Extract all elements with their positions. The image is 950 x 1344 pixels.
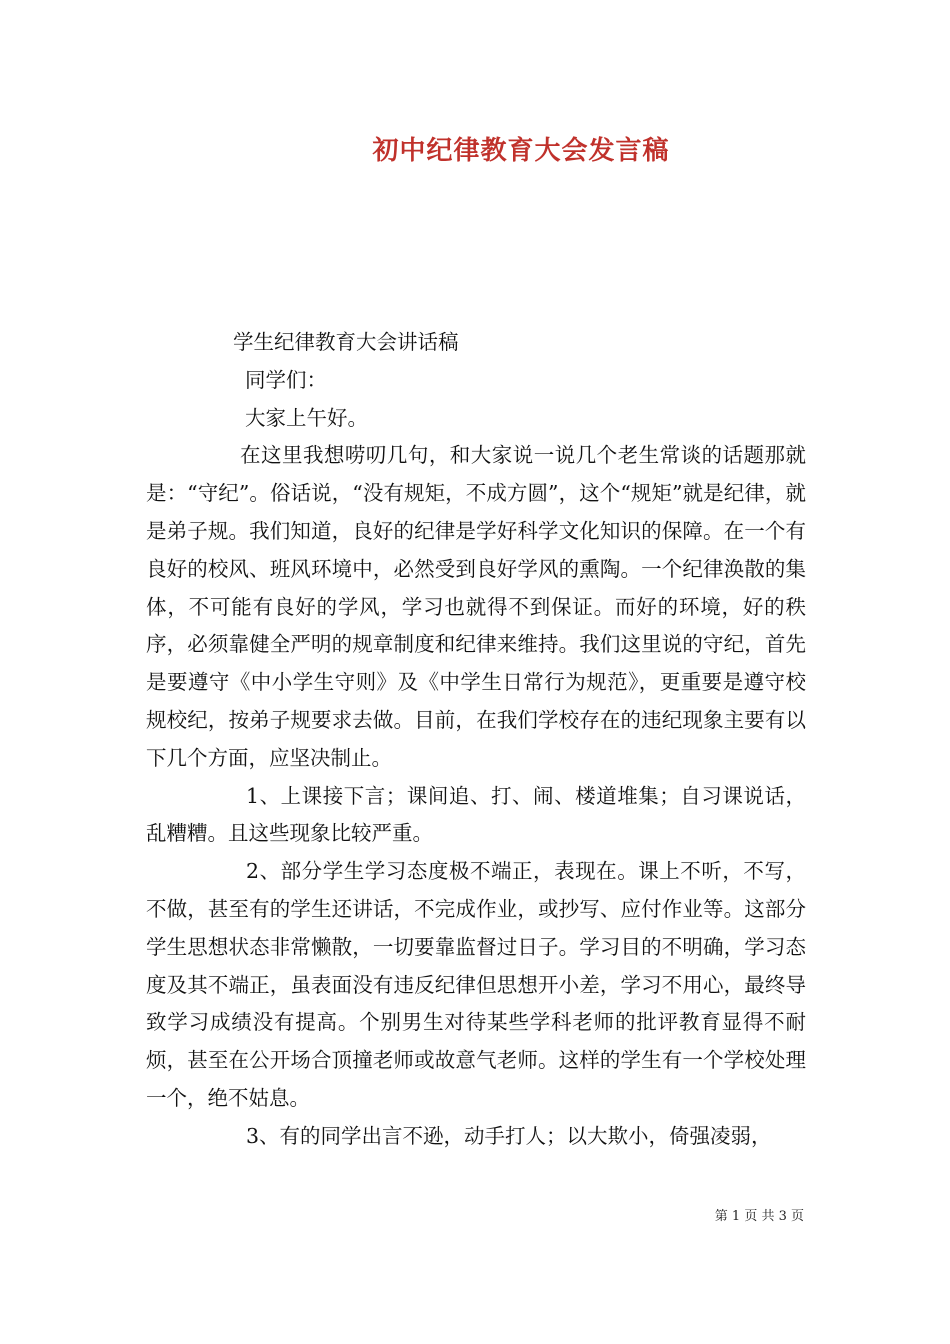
greeting: 大家上午好。 xyxy=(245,405,368,430)
document-title: 初中纪律教育大会发言稿 xyxy=(372,136,670,166)
page-number: 第 1 页 共 3 页 xyxy=(714,1209,804,1224)
paragraph-item-2: 2、部分学生学习态度极不端正，表现在。课上不听，不写，不做，甚至有的学生还讲话，不完成作业，或抄写、应付作业等。这部分学生思想状态非常懒散，一切要靠监督过日子。学习目的不明确，学习态度及其不端正，虽表面没有违反纪律但思想开小差，学习不用心，最终导致学习成绩没有提高。个别男生对待某些学科老师的批评教育显得不耐烦，甚至在公开场合顶撞老师或故意气老师。这样的学生有一个学校处理一个，绝不姑息。 xyxy=(146,859,806,1110)
paragraph-item-1: 1、上课接下言；课间追、打、闹、楼道堆集；自习课说话，乱糟糟。且这些现象比较严重。 xyxy=(146,783,806,846)
document-body xyxy=(146,324,806,1156)
paragraph-item-3: 3、有的同学出言不逊，动手打人；以大欺小，倚强凌弱， xyxy=(246,1123,772,1148)
paragraph-intro: 在这里我想唠叨几句，和大家说一说几个老生常谈的话题那就是：“守纪”。俗话说，“没有规矩，不成方圆”，这个“规矩”就是纪律，就是弟子规。我们知道，良好的纪律是学好科学文化知识的保障。在一个有良好的校风、班风环境中，必然受到良好学风的熏陶。一个纪律涣散的集体，不可能有良好的学风，学习也就得不到保证。而好的环境，好的秩序，必须靠健全严明的规章制度和纪律来维持。我们这里说的守纪，首先是要遵守《中小学生守则》及《中学生日常行为规范》，更重要是遵守校规校纪，按弟子规要求去做。目前，在我们学校存在的违纪现象主要有以下几个方面，应坚决制止。 xyxy=(146,443,806,770)
speech-title: 学生纪律教育大会讲话稿 xyxy=(233,330,459,354)
salutation: 同学们： xyxy=(245,367,327,392)
